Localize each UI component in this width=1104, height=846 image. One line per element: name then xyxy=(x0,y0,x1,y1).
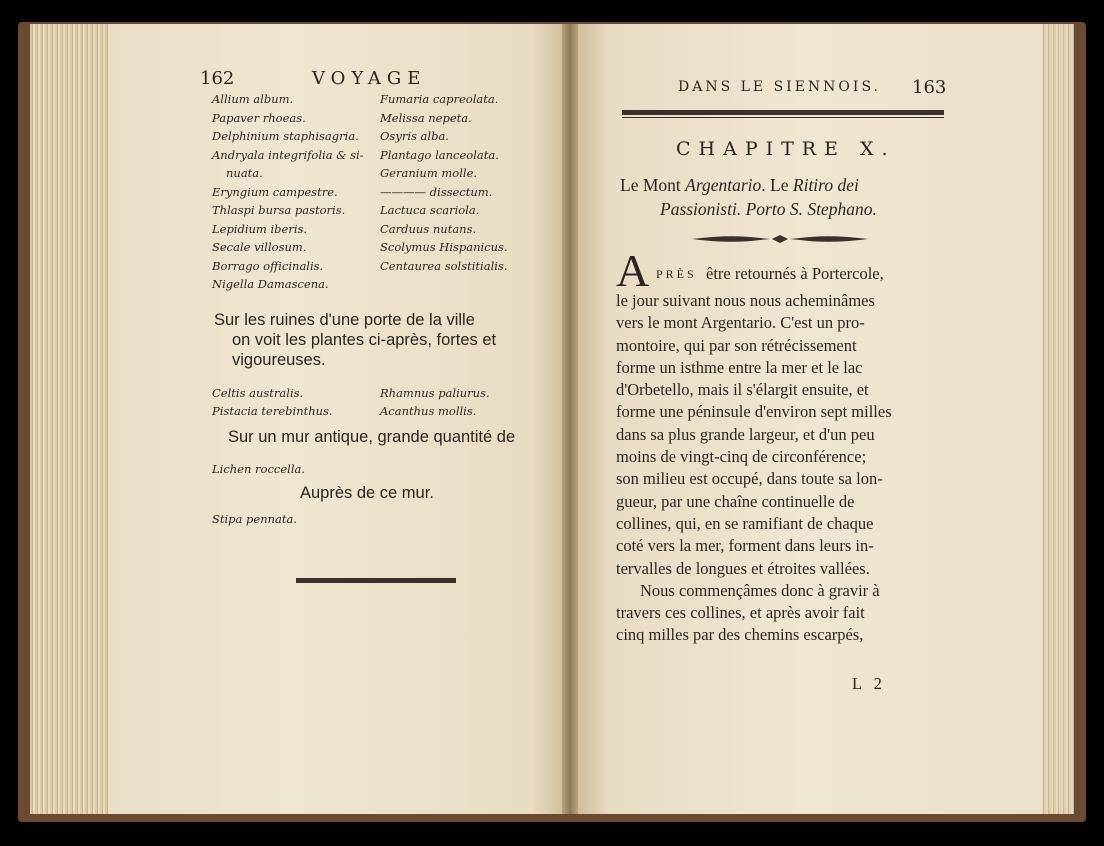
plant-name: Carduus nutans. xyxy=(380,221,477,236)
subtitle-text: . xyxy=(736,199,746,219)
plant-list-1-col-1 xyxy=(212,90,364,294)
chapter-title: CHAPITRE X. xyxy=(676,138,896,160)
section-heading-near-wall: Auprès de ce mur. xyxy=(300,484,434,502)
plant-name: Acanthus mollis. xyxy=(380,404,477,418)
body-line: travers ces collines, et après avoir fait xyxy=(616,603,865,623)
plant-name: Geranium molle. xyxy=(380,166,478,180)
end-rule xyxy=(296,578,456,583)
body-line: le jour suivant nous nous acheminâmes xyxy=(616,291,875,310)
ornamental-rule xyxy=(690,232,870,246)
body-line: montoire, qui par son rétrécissement xyxy=(616,335,857,355)
subtitle-text: . Le xyxy=(761,175,793,195)
subtitle-place: Ritiro dei xyxy=(792,175,859,195)
section-line: Sur les ruines d'une porte de la ville xyxy=(214,311,475,329)
body-line: gueur, par une chaîne continuelle de xyxy=(616,491,855,511)
plant-name: Borrago officinalis. xyxy=(212,258,324,273)
chapter-subtitle-line-1 xyxy=(620,175,859,196)
plant-name: Celtis australis. xyxy=(212,386,304,400)
right-page-number: 163 xyxy=(912,77,947,98)
body-line: vers le mont Argentario. C'est un pro- xyxy=(616,313,865,333)
plant-name: Allium album. xyxy=(212,92,294,106)
body-line: cinq milles par des chemins escarpés, xyxy=(616,625,864,645)
plant-name: Thlaspi bursa pastoris. xyxy=(212,203,346,217)
header-rule-thin xyxy=(622,117,944,118)
plant-name: Lepidium iberis. xyxy=(212,221,308,236)
body-line: d'Orbetello, mais il s'élargit ensuite, et xyxy=(616,380,869,400)
section-heading-ruins xyxy=(214,310,496,370)
body-line: être retournés à Portercole, xyxy=(706,264,884,283)
page-edges-left xyxy=(30,24,112,814)
plant-name: Andryala integrifolia & si- xyxy=(212,147,364,162)
book-gutter xyxy=(562,24,578,814)
plant-name: Fumaria capreolata. xyxy=(380,92,499,106)
first-word-smallcaps: PRÈS xyxy=(656,267,697,281)
subtitle-place: Passionisti xyxy=(660,199,737,219)
plant-name: Lactuca scariola. xyxy=(380,203,480,217)
body-line: tervalles de longues et étroites vallées. xyxy=(616,558,870,578)
plant-list-2-col-2 xyxy=(380,384,490,420)
body-line: coté vers la mer, forment dans leurs in- xyxy=(616,536,874,556)
body-line: forme un isthme entre la mer et le lac xyxy=(616,357,863,377)
plant-name: Pistacia terebinthus. xyxy=(212,404,333,418)
body-line: Nous commençâmes donc à gravir à xyxy=(640,580,880,600)
drop-cap: A xyxy=(616,245,650,296)
plant-name: Scolymus Hispanicus. xyxy=(380,240,508,254)
chapter-subtitle-line-2 xyxy=(660,199,877,220)
plant-list-2-col-1 xyxy=(212,384,333,420)
plant-name: Osyris alba. xyxy=(380,129,449,143)
body-line: forme une péninsule d'environ sept milles xyxy=(616,402,892,422)
subtitle-text: Le Mont xyxy=(620,175,686,195)
plant-name: Rhamnus paliurus. xyxy=(380,386,490,400)
left-page-number: 162 xyxy=(200,68,235,89)
left-running-title: VOYAGE xyxy=(312,68,427,89)
plant-name: Secale villosum. xyxy=(212,240,307,254)
plant-name: ———— dissectum. xyxy=(380,184,493,199)
body-line: dans sa plus grande largeur, et d'un peu xyxy=(616,424,875,444)
plant-name: nuata. xyxy=(226,166,263,180)
body-line: son milieu est occupé, dans toute sa lon- xyxy=(616,469,883,489)
right-running-title: DANS LE SIENNOIS. xyxy=(678,79,881,95)
plant-name: Melissa nepeta. xyxy=(380,110,472,125)
plant-name: Delphinium staphisagria. xyxy=(212,129,359,143)
subtitle-place: Argentario xyxy=(685,175,762,195)
plant-name: Nigella Damascena. xyxy=(212,277,329,291)
plant-name: Papaver rhoeas. xyxy=(212,110,306,125)
plant-name: Lichen roccella. xyxy=(212,462,306,476)
signature-mark: L 2 xyxy=(852,674,886,693)
plant-name: Centaurea solstitialis. xyxy=(380,258,508,273)
header-rule-thick xyxy=(622,110,944,115)
body-text xyxy=(616,290,892,647)
plant-list-1-col-2 xyxy=(380,90,508,275)
subtitle-text: . xyxy=(872,199,877,219)
plant-name: Eryngium campestre. xyxy=(212,184,338,199)
body-line: moins de vingt-cinq de circonférence; xyxy=(616,447,867,467)
section-line: on voit les plantes ci-après, fortes et xyxy=(232,331,497,349)
section-line: vigoureuses. xyxy=(232,351,326,369)
subtitle-place: Porto S. Stephano xyxy=(745,199,873,219)
body-line: collines, qui, en se ramifiant de chaque xyxy=(616,513,874,533)
section-heading-wall: Sur un mur antique, grande quantité de xyxy=(228,428,516,446)
plant-name: Stipa pennata. xyxy=(212,512,298,526)
plant-name: Plantago lanceolata. xyxy=(380,147,499,162)
